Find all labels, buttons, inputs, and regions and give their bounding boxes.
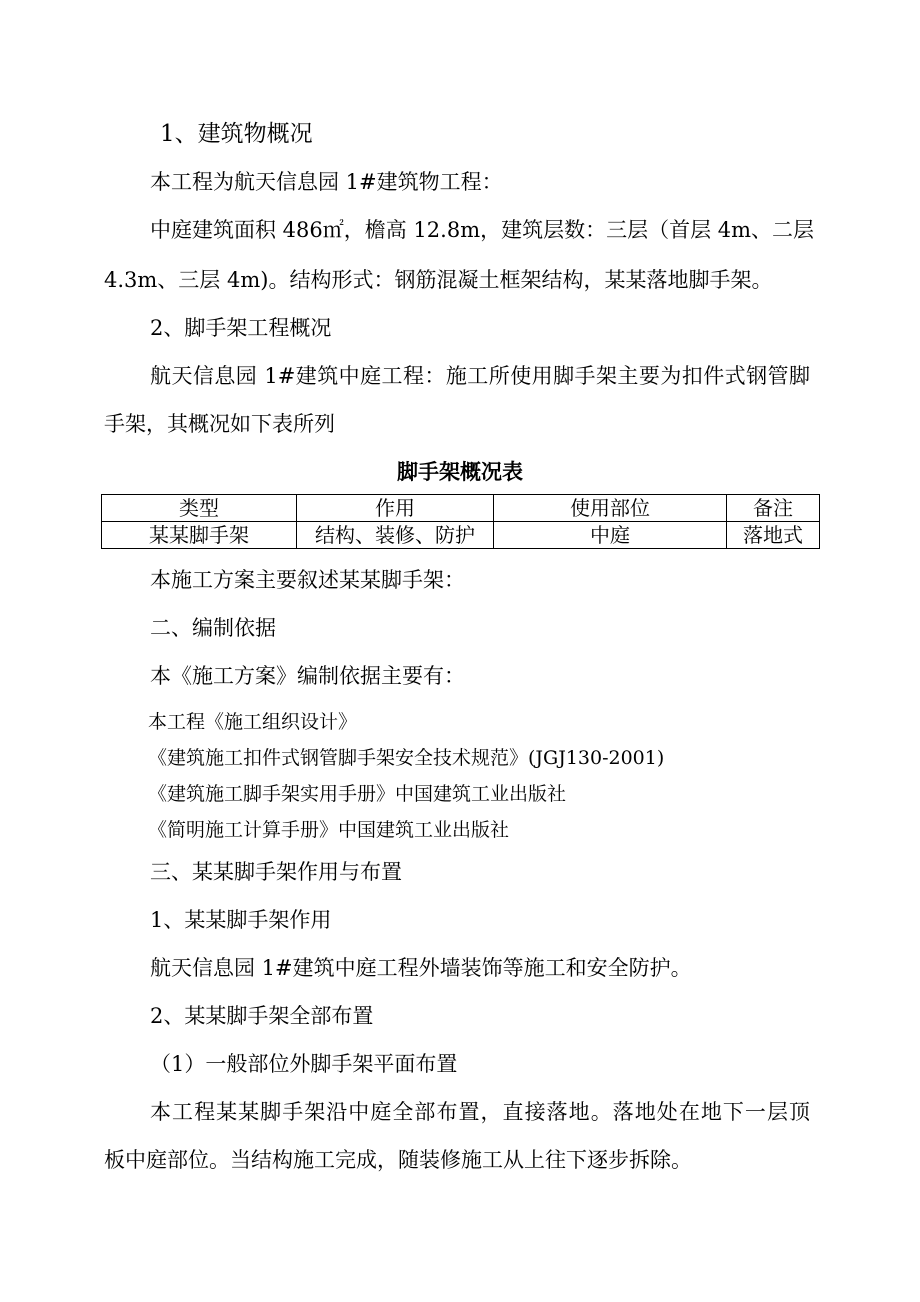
table-header-cell-function: 作用 <box>297 495 494 522</box>
section-2-heading: 2、脚手架工程概况 <box>150 316 332 340</box>
section-3-2-subheading: （1）一般部位外脚手架平面布置 <box>150 1052 458 1076</box>
basis-intro: 本《施工方案》编制依据主要有： <box>150 664 465 688</box>
basis-item-4: 《简明施工计算手册》中国建筑工业出版社 <box>148 819 510 841</box>
section-1-paragraph-2-line-2: 4.3m、三层 4m)。结构形式：钢筋混凝土框架结构，某某落地脚手架。 <box>104 268 773 292</box>
table-header-cell-remarks: 备注 <box>727 495 820 522</box>
table-cell-remarks: 落地式 <box>727 522 820 549</box>
basis-item-3: 《建筑施工脚手架实用手册》中国建筑工业出版社 <box>148 783 567 805</box>
section-3-1-paragraph: 航天信息园 1#建筑中庭工程外墙装饰等施工和安全防护。 <box>150 956 692 980</box>
section-3-2-paragraph-line-1: 本工程某某脚手架沿中庭全部布置，直接落地。落地处在地下一层顶 <box>150 1100 810 1124</box>
section-3-2-paragraph-line-2: 板中庭部位。当结构施工完成，随装修施工从上往下逐步拆除。 <box>104 1148 692 1172</box>
section-2-paragraph-line-1: 航天信息园 1#建筑中庭工程：施工所使用脚手架主要为扣件式钢管脚 <box>150 364 810 388</box>
basis-item-1: 本工程《施工组织设计》 <box>148 711 358 733</box>
table-title: 脚手架概况表 <box>397 460 523 484</box>
scaffold-overview-table <box>101 494 820 549</box>
table-cell-location: 中庭 <box>494 522 727 549</box>
table-header-cell-location: 使用部位 <box>494 495 727 522</box>
after-table-paragraph: 本施工方案主要叙述某某脚手架： <box>150 568 465 592</box>
section-3-heading: 三、某某脚手架作用与布置 <box>150 860 402 884</box>
table-cell-type: 某某脚手架 <box>102 522 297 549</box>
basis-heading: 二、编制依据 <box>150 616 276 640</box>
section-1-heading: 1、建筑物概况 <box>160 121 313 147</box>
table-cell-function: 结构、装修、防护 <box>297 522 494 549</box>
table-row <box>102 522 820 549</box>
section-2-paragraph-line-2: 手架，其概况如下表所列 <box>104 412 335 436</box>
section-1-paragraph-2-line-1: 中庭建筑面积 486㎡，檐高 12.8m，建筑层数：三层（首层 4m、二层 <box>150 218 815 242</box>
basis-item-2: 《建筑施工扣件式钢管脚手架安全技术规范》(JGJ130-2001) <box>148 747 665 769</box>
section-1-paragraph-1: 本工程为航天信息园 1#建筑物工程： <box>150 170 503 194</box>
section-3-2-heading: 2、某某脚手架全部布置 <box>150 1004 374 1028</box>
section-3-1-heading: 1、某某脚手架作用 <box>150 908 332 932</box>
table-header-cell-type: 类型 <box>102 495 297 522</box>
table-header-row <box>102 495 820 522</box>
